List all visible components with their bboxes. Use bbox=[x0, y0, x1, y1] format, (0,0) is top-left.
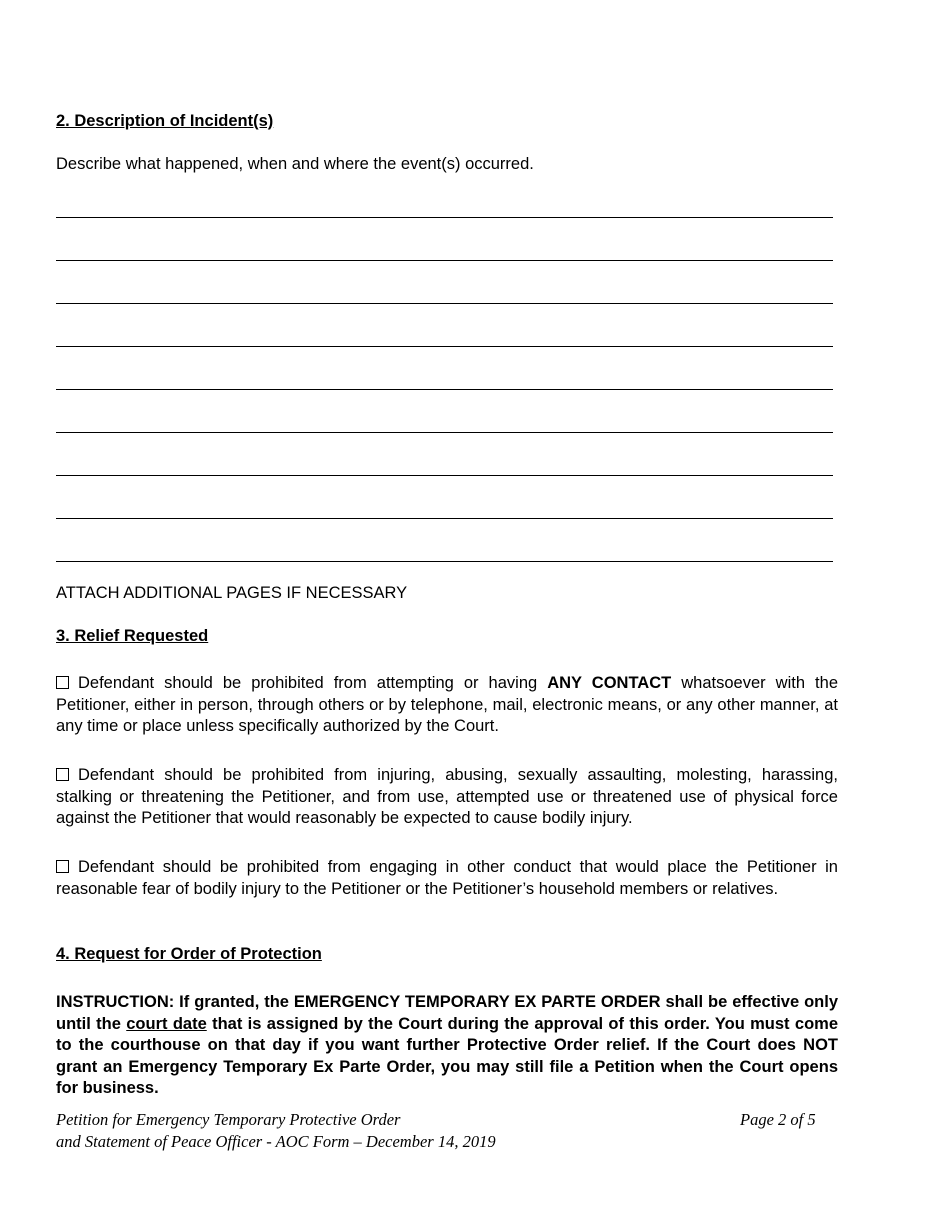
incident-line-4[interactable] bbox=[56, 346, 833, 347]
incident-line-3[interactable] bbox=[56, 303, 833, 304]
court-date-emphasis: court date bbox=[126, 1014, 207, 1033]
relief-no-abuse-checkbox[interactable] bbox=[56, 768, 69, 781]
incident-prompt: Describe what happened, when and where the event(s) occurred. bbox=[56, 155, 534, 173]
instruction-text: INSTRUCTION: If granted, the EMERGENCY TEMPORARY EX PARTE ORDER shall be effective only until the court date that is assigned by the Court during the approval of this order. You must come to the courthouse on that day if you want further Protective Order relief. If the Court does NOT grant an Emergency Temporary Ex Parte Order, you may still file a Petition when the Court opens for business. bbox=[56, 993, 838, 1097]
attach-pages-note: ATTACH ADDITIONAL PAGES IF NECESSARY bbox=[56, 584, 408, 602]
section-4-heading: 4. Request for Order of Protection bbox=[56, 945, 322, 963]
incident-line-7[interactable] bbox=[56, 475, 833, 476]
relief-item-no-abuse: Defendant should be prohibited from injuring, abusing, sexually assaulting, molesting, harassing, stalking or threatening the Petitioner, and from use, attempted use or threatened use of physical force against the Petitioner that would reasonably be expected to cause bodily injury. bbox=[56, 766, 838, 827]
relief-no-contact-checkbox[interactable] bbox=[56, 676, 69, 689]
incident-line-5[interactable] bbox=[56, 389, 833, 390]
incident-line-8[interactable] bbox=[56, 518, 833, 519]
relief-no-fear-conduct-checkbox[interactable] bbox=[56, 860, 69, 873]
incident-line-6[interactable] bbox=[56, 432, 833, 433]
relief-item-no-fear-conduct: Defendant should be prohibited from engaging in other conduct that would place the Petitioner in reasonable fear of bodily injury to the Petitioner or the Petitioner’s household members or relatives. bbox=[56, 858, 838, 898]
footer-form-title: Petition for Emergency Temporary Protective Order and Statement of Peace Officer - AOC Form – December 14, 2019 bbox=[56, 1110, 496, 1151]
incident-line-2[interactable] bbox=[56, 260, 833, 261]
footer-page-number: Page 2 of 5 bbox=[740, 1110, 816, 1129]
incident-line-9[interactable] bbox=[56, 561, 833, 562]
section-3-heading: 3. Relief Requested bbox=[56, 627, 209, 645]
incident-line-1[interactable] bbox=[56, 217, 833, 218]
relief-item-no-contact: Defendant should be prohibited from attempting or having ANY CONTACT whatsoever with the Petitioner, either in person, through others or by telephone, mail, electronic means, or any other manner, at any time or place unless specifically authorized by the Court. bbox=[56, 674, 838, 735]
section-2-heading: 2. Description of Incident(s) bbox=[56, 112, 274, 130]
